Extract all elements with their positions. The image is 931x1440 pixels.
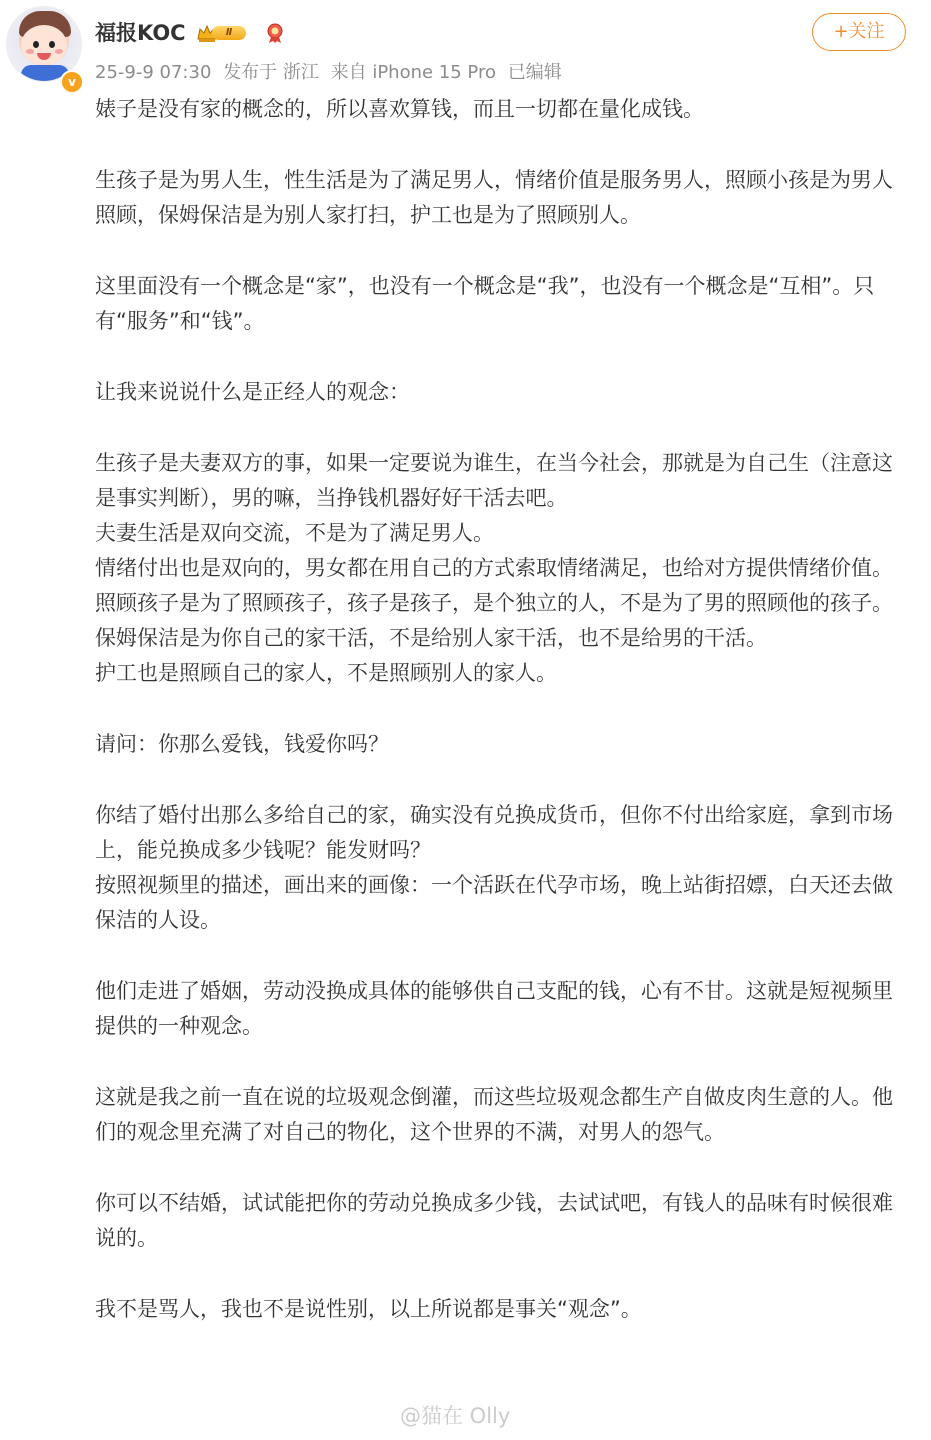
verified-badge-icon: v bbox=[60, 70, 84, 94]
post-paragraph: 这里面没有一个概念是“家”，也没有一个概念是“我”，也没有一个概念是“互相”。只有“服务”和“钱”。 bbox=[95, 274, 875, 333]
post-time[interactable]: 25-9-9 07:30 bbox=[95, 62, 212, 83]
paragraph-gap bbox=[95, 339, 911, 375]
post-paragraph: 情绪付出也是双向的，男女都在用自己的方式索取情绪满足，也给对方提供情绪价值。 bbox=[95, 556, 893, 580]
paragraph-gap bbox=[95, 691, 911, 727]
paragraph-gap bbox=[95, 1256, 911, 1292]
post-paragraph: 他们走进了婚姻，劳动没换成具体的能够供自己支配的钱，心有不甘。这就是短视频里提供的一种观念。 bbox=[95, 979, 893, 1038]
follow-button[interactable]: +关注 bbox=[812, 13, 906, 51]
medal-icon[interactable] bbox=[265, 22, 285, 44]
author-name[interactable]: 福报KOC bbox=[95, 21, 186, 45]
post-edited[interactable]: 已编辑 bbox=[507, 62, 562, 83]
post-paragraph: 这就是我之前一直在说的垃圾观念倒灌，而这些垃圾观念都生产自做皮肉生意的人。他们的观念里充满了对自己的物化，这个世界的不满，对男人的怨气。 bbox=[95, 1085, 893, 1144]
paragraph-gap bbox=[95, 410, 911, 446]
level-label: Ⅱ bbox=[212, 26, 246, 40]
post-paragraph: 我不是骂人，我也不是说性别，以上所说都是事关“观念”。 bbox=[95, 1297, 642, 1321]
post-paragraph: 护工也是照顾自己的家人，不是照顾别人的家人。 bbox=[95, 661, 557, 685]
post-paragraph: 保姆保洁是为你自己的家干活，不是给别人家干活，也不是给男的干活。 bbox=[95, 626, 767, 650]
post-paragraph: 夫妻生活是双向交流，不是为了满足男人。 bbox=[95, 521, 494, 545]
paragraph-gap bbox=[95, 127, 911, 163]
post-device: 来自 iPhone 15 Pro bbox=[330, 62, 496, 83]
post-paragraph: 你可以不结婚，试试能把你的劳动兑换成多少钱，去试试吧，有钱人的品味有时候很难说的。 bbox=[95, 1191, 893, 1250]
post-header bbox=[0, 0, 931, 92]
paragraph-gap bbox=[95, 762, 911, 798]
post-location: 发布于 浙江 bbox=[223, 62, 319, 83]
post-paragraph: 生孩子是夫妻双方的事，如果一定要说为谁生，在当今社会，那就是为自己生（注意这是事实判断），男的嘛，当挣钱机器好好干活去吧。 bbox=[95, 451, 893, 510]
paragraph-gap bbox=[95, 938, 911, 974]
member-level-badge[interactable] bbox=[196, 22, 250, 44]
paragraph-gap bbox=[95, 233, 911, 269]
post-paragraph: 按照视频里的描述，画出来的画像：一个活跃在代孕市场，晚上站街招嫖，白天还去做保洁的人设。 bbox=[95, 873, 893, 932]
paragraph-gap bbox=[95, 1150, 911, 1186]
post-paragraph: 请问：你那么爱钱，钱爱你吗？ bbox=[95, 732, 389, 756]
post-paragraph: 你结了婚付出那么多给自己的家，确实没有兑换成货币，但你不付出给家庭，拿到市场上，能兑换成多少钱呢？能发财吗？ bbox=[95, 803, 893, 862]
watermark: @猫在 Olly bbox=[400, 1404, 511, 1428]
post-body bbox=[95, 92, 911, 1327]
avatar[interactable] bbox=[6, 6, 84, 92]
paragraph-gap bbox=[95, 1044, 911, 1080]
post-meta bbox=[95, 58, 568, 84]
post-paragraph: 让我来说说什么是正经人的观念： bbox=[95, 380, 410, 404]
post-paragraph: 照顾孩子是为了照顾孩子，孩子是孩子，是个独立的人，不是为了男的照顾他的孩子。 bbox=[95, 591, 893, 615]
post-paragraph: 婊子是没有家的概念的，所以喜欢算钱，而且一切都在量化成钱。 bbox=[95, 97, 704, 121]
post-paragraph: 生孩子是为男人生，性生活是为了满足男人，情绪价值是服务男人，照顾小孩是为男人照顾，保姆保洁是为别人家打扫，护工也是为了照顾别人。 bbox=[95, 168, 893, 227]
